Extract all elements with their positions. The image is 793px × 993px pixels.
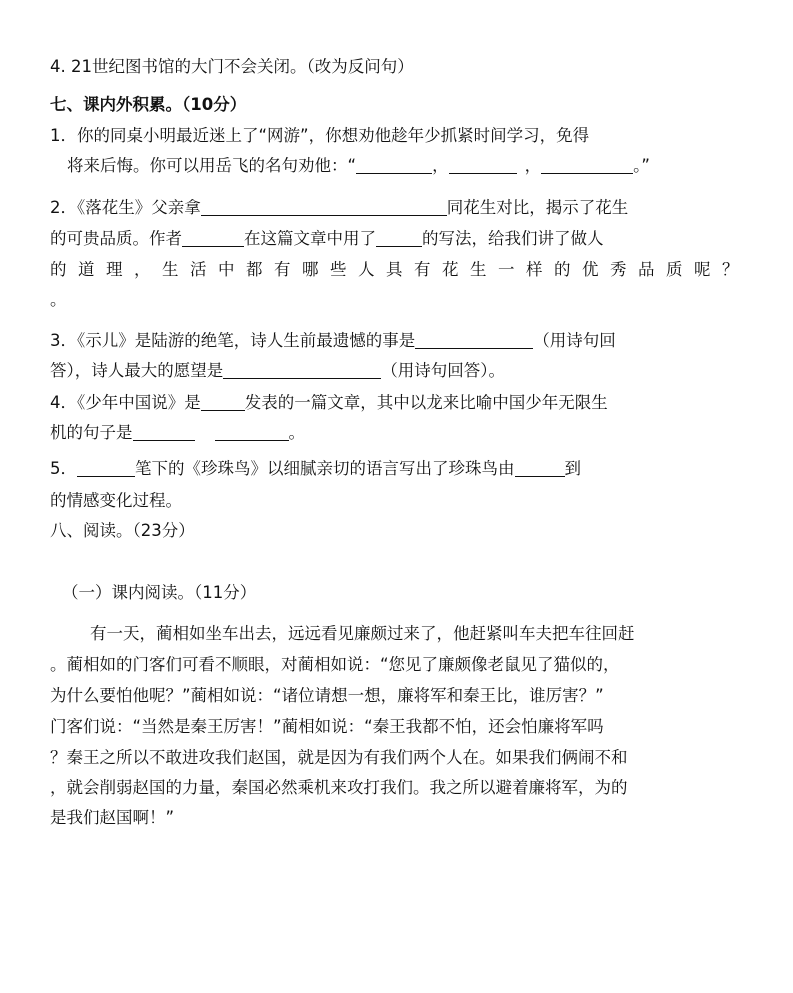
- question-7-1-line1: 1．你的同桌小明最近迷上了“网游”，你想劝他趁年少抓紧时间学习，免得: [50, 126, 590, 145]
- question-7-2-text: 的写法，给我们讲了做人: [422, 229, 604, 248]
- question-7-3-line2: [50, 359, 505, 383]
- question-7-5-line1: [50, 457, 581, 481]
- question-7-2-line2: [50, 227, 604, 251]
- question-7-5-text: 笔下的《珍珠鸟》以细腻亲切的语言写出了珍珠鸟由: [135, 459, 515, 478]
- question-7-4-text: 发表的一篇文章，其中以龙来比喻中国少年无限生: [244, 393, 608, 412]
- question-7-1-text: 将来后悔。你可以用岳飞的名句劝他：“: [67, 156, 357, 175]
- answer-blank[interactable]: [215, 422, 289, 441]
- question-7-3-text: 3．《示儿》是陆游的绝笔，诗人生前最遗憾的事是: [50, 331, 416, 350]
- question-6-4-text: 4. 21世纪图书馆的大门不会关闭。（改为反问句）: [50, 57, 414, 76]
- passage-line: 是我们赵国啊！”: [50, 808, 175, 827]
- comma: ，: [524, 156, 542, 175]
- section-7-title: 七、课内外积累。（10分）: [50, 95, 247, 114]
- comma: ，: [432, 156, 449, 175]
- question-7-4-line1: [50, 391, 608, 415]
- answer-blank[interactable]: [77, 458, 135, 477]
- question-7-5-line2: 的情感变化过程。: [50, 491, 182, 510]
- question-7-2-text: 2．《落花生》父亲拿: [50, 198, 201, 217]
- passage-line: 。蔺相如的门客们可看不顺眼，对蔺相如说：“您见了廉颇像老鼠见了猫似的，: [50, 655, 620, 674]
- question-7-4-text: 4．《少年中国说》是: [50, 393, 201, 412]
- period: 。: [288, 423, 305, 442]
- quote-end: 。”: [633, 156, 650, 175]
- reading-1-title: （一）课内阅读。（11分）: [62, 583, 257, 602]
- question-7-2-line3: 的道理，生活中都有哪些人具有花生一样的优秀品质呢？: [50, 260, 750, 279]
- question-7-2-text: 同花生对比，揭示了花生: [446, 198, 629, 217]
- passage-line: ，就会削弱赵国的力量，秦国必然乘机来攻打我们。我之所以避着廉将军，为的: [50, 778, 628, 797]
- question-7-2-line1: [50, 196, 628, 220]
- question-7-2-line4: 。: [50, 290, 67, 309]
- answer-blank[interactable]: [201, 197, 447, 216]
- question-7-2-text: 的可贵品质。作者: [50, 229, 182, 248]
- question-7-3-text: （用诗句回: [533, 331, 616, 350]
- question-7-2-text: 在这篇文章中用了: [244, 229, 376, 248]
- answer-blank[interactable]: [356, 155, 432, 174]
- answer-blank[interactable]: [449, 155, 517, 174]
- answer-blank[interactable]: [541, 155, 633, 174]
- question-7-3-text: （用诗句回答）。: [381, 361, 505, 380]
- answer-blank[interactable]: [376, 228, 422, 247]
- question-7-3-text: 答），诗人最大的愿望是: [50, 361, 224, 380]
- passage-line: ？秦王之所以不敢进攻我们赵国，就是因为有我们两个人在。如果我们俩闹不和: [50, 748, 628, 767]
- question-7-1-line2: [67, 154, 650, 178]
- answer-blank[interactable]: [515, 458, 565, 477]
- answer-blank[interactable]: [133, 422, 195, 441]
- passage-line: 有一天，蔺相如坐车出去，远远看见廉颇过来了，他赶紧叫车夫把车往回赶: [90, 624, 635, 643]
- passage-line: 门客们说：“当然是秦王厉害！”蔺相如说：“秦王我都不怕，还会怕廉将军吗: [50, 717, 604, 736]
- question-7-5-text: 5．: [50, 459, 77, 478]
- answer-blank[interactable]: [415, 330, 533, 349]
- passage-line: 为什么要怕他呢？”蔺相如说：“诸位请想一想，廉将军和秦王比，谁厉害？”: [50, 686, 604, 705]
- section-8-title: 八、阅读。（23分）: [50, 521, 195, 540]
- answer-blank[interactable]: [182, 228, 244, 247]
- question-7-4-line2: [50, 421, 305, 445]
- question-7-3-line1: [50, 329, 616, 353]
- answer-blank[interactable]: [223, 360, 381, 379]
- question-7-5-text: 到: [564, 459, 581, 478]
- question-6-4: [50, 55, 414, 79]
- answer-blank[interactable]: [201, 392, 245, 411]
- question-7-4-text: 机的句子是: [50, 423, 133, 442]
